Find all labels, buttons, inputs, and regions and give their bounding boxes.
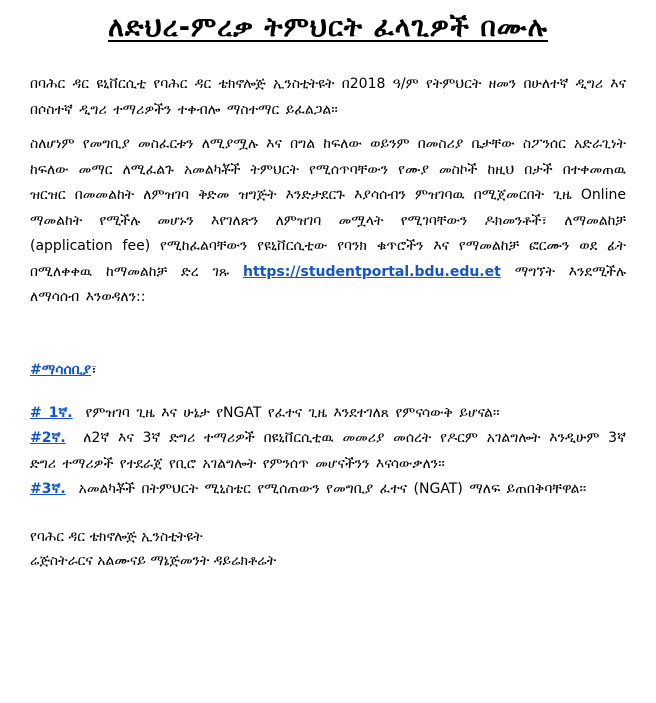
note-item-1 [30,401,626,427]
signature-directorate: ሬጅስትራርና አልሙናይ ማኔጅመንት ዳይሬክቶሬት [30,552,277,569]
note-item-2 [30,426,626,477]
note-text-1: የምዝገባ ጊዜ እና ሁኔታ የNGAT የፈተና ጊዜ እንደተገለጸ የምናሳውቅ ይሆናል፡፡ [85,404,500,421]
document-title: ለድህረ-ምረቃ ትምህርት ፈላጊዎች በሙሉ [108,12,548,43]
signature-institute: የባሕር ዳር ቴክኖሎጅ ኢንስቲትዩት [30,528,203,545]
spacer [30,320,626,358]
note-heading-suffix: ፣ [91,361,97,378]
instructions-text: ስለሆነም የመግቢያ መስፈርቱን ለሚያሟሉ እና በግል ከፍለው ወይንም በመስሪያ ቤታቸው ስፖንሰር አድራጊነት ከፍለው መማር ለሚፈልጉ አመልካቾች ትምህርት የሚሰጥባቸውን የሙያ መስኮች ከዚህ በታች በተቀመጠዉ ዝርዝር በመመልከት ለምዝገባ ቅድመ ዝግጅት እንድታደርጉ እያሳሰብን ምዝገባዉ በሚጀመርበት ጊዜ Online ማመልከት የሚችሉ መሆኑን እየገለጽን ለምዝገባ መሟላት የሚገባቸውን ዶክመንቶች፣ ለማመልከቻ (application fee) የሚከፈልባቸውን የዩኒቨርሲቲው የባንክ ቁጥሮችን እና የማመልከቻ ፎርሙን ወደ ፊት በሚለቀቀዉ ከማመልከቻ ድረ ገጹ [30,136,626,280]
note-number-3[interactable]: #3ኛ. [30,481,66,497]
note-number-1[interactable]: # 1ኛ. [30,404,73,421]
student-portal-link[interactable]: https://studentportal.bdu.edu.et [243,263,501,280]
intro-paragraph: በባሕር ዳር ዩኒቨርሲቲ የባሕር ዳር ቴክኖሎጅ ኢንስቲትዩት በ2018 ዓ/ም የትምህርት ዘመን በሁለተኛ ዲግሪ እና በሶስተኛ ዲግሪ ተማሪዎችን ተቀብሎ ማስተማር ይፈልጋል፡፡ [30,76,626,118]
note-item-3 [30,477,626,503]
note-text-2: ለ2ኛ እና 3ኛ ድግሪ ተማሪዎች በዩኒቨርሲቲዉ መመሪያ መሰረት የዶርም አገልግሎት እንዲሁም 3ኛ ድግሪ ተማሪዎች የተደራጀ የቢሮ አገልግሎት የምንሰጥ መሆናችንን እናሳውቃለን፡፡ [30,430,626,472]
note-heading-hashtag[interactable]: #ማሳሰቢያ [30,361,92,378]
note-heading [30,358,626,383]
instructions-closing-text: ማግኘት እንደሚችሉ ለማሳሰብ እንወዳለን:: [30,263,626,305]
instructions-paragraph [30,132,626,311]
spacer [30,503,626,525]
note-number-2[interactable]: #2ኛ. [30,430,66,446]
note-text-3: አመልካቾች በትምህርት ሚኒስቴር የሚሰጠውን የመግቢያ ፈተና (NGAT) ማለፍ ይጠበቅባቸዋል፡፡ [78,481,587,497]
